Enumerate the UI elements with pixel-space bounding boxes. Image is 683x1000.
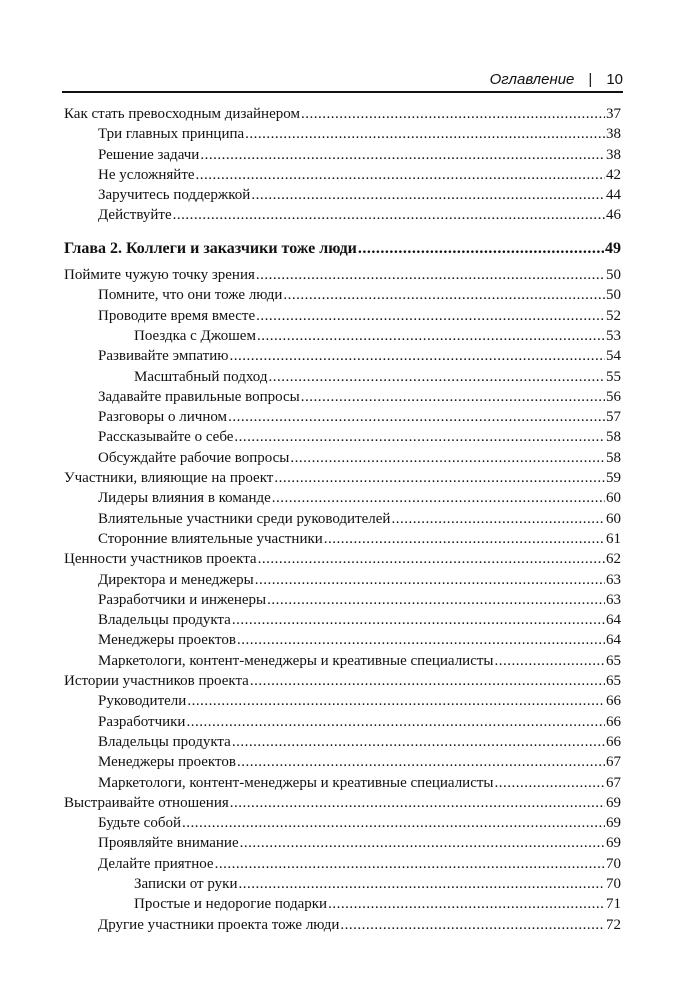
toc-entry (64, 610, 621, 630)
toc-entry-title: Действуйте (98, 207, 172, 224)
dot-leader (255, 570, 605, 590)
toc-entry-page: 42 (606, 166, 621, 183)
toc-entry-title: Выстраивайте отношения (64, 794, 229, 811)
toc-entry (64, 346, 621, 366)
toc-entry (64, 387, 621, 407)
toc-entry (64, 427, 621, 447)
toc-entry-page: 65 (606, 652, 621, 669)
dot-leader (495, 773, 605, 793)
toc-entry (64, 752, 621, 772)
toc-entry-title: Обсуждайте рабочие вопросы (98, 449, 290, 466)
toc-entry-page: 67 (606, 754, 621, 771)
dot-leader (256, 265, 605, 285)
toc-entry-title: Менеджеры проектов (98, 632, 236, 649)
dot-leader (391, 509, 605, 529)
toc-entry-title: Истории участников проекта (64, 673, 249, 690)
toc-entry-page: 44 (606, 187, 621, 204)
toc-entry (64, 326, 621, 346)
toc-entry-title: Поездка с Джошем (134, 327, 256, 344)
toc-entry (64, 590, 621, 610)
page-number: 10 (606, 71, 623, 88)
toc-entry-page: 55 (606, 368, 621, 385)
toc-entry-page: 53 (606, 327, 621, 344)
toc-entry-title: Как стать превосходным дизайнером (64, 106, 300, 122)
toc-entry-title: Разработчики и инженеры (98, 591, 267, 608)
dot-leader (328, 894, 605, 914)
toc-entry-page: 60 (606, 510, 621, 527)
toc-entry-title: Владельцы продукта (98, 612, 231, 629)
toc-entry-page: 62 (606, 551, 621, 568)
toc-entry-page: 69 (606, 835, 621, 852)
toc-entry (64, 367, 621, 387)
dot-leader (283, 285, 605, 305)
toc-entry-page: 70 (606, 875, 621, 892)
toc-entry-title: Маркетологи, контент-менеджеры и креативные специалисты (98, 774, 494, 791)
toc-entry (64, 671, 621, 691)
toc-entry-title: Масштабный подход (134, 368, 268, 385)
dot-leader (257, 326, 605, 346)
toc-entry-title: Директора и менеджеры (98, 571, 254, 588)
dot-leader (258, 549, 605, 569)
toc-entry-title: Разработчики (98, 713, 186, 730)
toc-entry (64, 145, 621, 165)
toc-entry-title: Будьте собой (98, 815, 181, 832)
toc-entry-title: Записки от руки (134, 875, 238, 892)
toc-entry (64, 509, 621, 529)
dot-leader (228, 407, 605, 427)
toc-entry-title: Помните, что они тоже люди (98, 287, 283, 304)
toc-entry-page: 50 (606, 287, 621, 304)
dot-leader (274, 468, 605, 488)
toc-entry-title: Сторонние влиятельные участники (98, 530, 323, 547)
toc-entry-title: Задавайте правильные вопросы (98, 388, 300, 405)
toc-entry-page: 61 (606, 530, 621, 547)
dot-leader (182, 813, 605, 833)
toc-entry-page: 66 (606, 693, 621, 710)
dot-leader (301, 387, 605, 407)
toc-entry (64, 265, 621, 285)
dot-leader (301, 104, 605, 124)
dot-leader (245, 124, 605, 144)
toc-entry-title: Развивайте эмпатию (98, 348, 229, 365)
toc-entry-title: Участники, влияющие на проект (64, 470, 274, 487)
toc-entry (64, 104, 621, 124)
toc-entry (64, 549, 621, 569)
toc-entry-title: Не усложняйте (98, 166, 195, 183)
toc-entry-page: 71 (606, 896, 621, 913)
toc-entry (64, 468, 621, 488)
toc-entry (64, 630, 621, 650)
toc-entry-page: 58 (606, 449, 621, 466)
dot-leader (200, 145, 605, 165)
toc-entry-title: Проводите время вместе (98, 307, 256, 324)
dot-leader (229, 346, 605, 366)
running-title: Оглавление (489, 71, 575, 88)
toc-entry (64, 773, 621, 793)
dot-leader (215, 854, 605, 874)
toc-entry-title: Глава 2. Коллеги и заказчики тоже люди (64, 239, 357, 257)
toc-entry-page: 67 (606, 774, 621, 791)
toc-entry-page: 66 (606, 733, 621, 750)
dot-leader (495, 651, 605, 671)
toc-entry (64, 874, 621, 894)
toc-entry-page: 63 (606, 591, 621, 608)
toc-entry-page: 59 (606, 470, 621, 487)
toc-entry-page: 69 (606, 794, 621, 811)
toc-entry (64, 306, 621, 326)
toc-entry (64, 448, 621, 468)
chapter-heading (64, 239, 621, 259)
toc-entry-page: 54 (606, 348, 621, 365)
dot-leader (234, 427, 605, 447)
toc-entry-page: 58 (606, 429, 621, 446)
toc-entry (64, 691, 621, 711)
dot-leader (237, 630, 605, 650)
toc-entry-title: Поймите чужую точку зрения (64, 267, 255, 284)
dot-leader (232, 732, 605, 752)
toc-entry-page: 46 (606, 207, 621, 224)
dot-leader (340, 915, 605, 935)
dot-leader (187, 691, 605, 711)
dot-leader (267, 590, 605, 610)
toc-entry (64, 813, 621, 833)
toc-entry-title: Делайте приятное (98, 855, 214, 872)
dot-leader (256, 306, 605, 326)
dot-leader (237, 752, 605, 772)
toc-entry (64, 712, 621, 732)
toc-entry-title: Три главных принципа (98, 126, 245, 143)
dot-leader (272, 488, 605, 508)
toc-entry-title: Простые и недорогие подарки (134, 896, 328, 913)
toc-entry-title: Ценности участников проекта (64, 551, 257, 568)
dot-leader (196, 165, 605, 185)
toc-entry-page: 70 (606, 855, 621, 872)
toc-entry-page: 37 (606, 106, 621, 122)
toc-entry (64, 651, 621, 671)
toc-entry-page: 50 (606, 267, 621, 284)
dot-leader (230, 793, 605, 813)
dot-leader (250, 671, 605, 691)
toc-entry-page: 64 (606, 632, 621, 649)
toc-entry (64, 285, 621, 305)
dot-leader (238, 874, 605, 894)
toc-entry (64, 915, 621, 935)
toc-entry-page: 52 (606, 307, 621, 324)
toc-entry-page: 56 (606, 388, 621, 405)
toc-entry (64, 529, 621, 549)
toc-entry-title: Маркетологи, контент-менеджеры и креативные специалисты (98, 652, 494, 669)
toc-entry-title: Другие участники проекта тоже люди (98, 916, 340, 933)
toc-entry-page: 66 (606, 713, 621, 730)
toc-entry (64, 185, 621, 205)
dot-leader (268, 367, 605, 387)
toc-entry-title: Влиятельные участники среди руководителей (98, 510, 391, 527)
toc-entry (64, 732, 621, 752)
dot-leader (290, 448, 605, 468)
toc-entry-title: Рассказывайте о себе (98, 429, 234, 446)
toc-entry-page: 69 (606, 815, 621, 832)
toc-entry-page: 49 (605, 239, 621, 257)
toc-entry (64, 833, 621, 853)
toc-entry-title: Проявляйте внимание (98, 835, 239, 852)
header-separator: | (588, 71, 593, 88)
toc-entry-page: 38 (606, 146, 621, 163)
toc-entry (64, 894, 621, 914)
toc-entry-title: Заручитесь поддержкой (98, 187, 251, 204)
table-of-contents (64, 104, 621, 935)
toc-entry (64, 488, 621, 508)
toc-entry (64, 124, 621, 144)
toc-entry-title: Менеджеры проектов (98, 754, 236, 771)
dot-leader (358, 239, 604, 259)
toc-entry (64, 793, 621, 813)
toc-entry-title: Решение задачи (98, 146, 200, 163)
dot-leader (186, 712, 605, 732)
dot-leader (240, 833, 605, 853)
toc-entry (64, 205, 621, 225)
toc-entry-page: 57 (606, 409, 621, 426)
toc-entry-title: Владельцы продукта (98, 733, 231, 750)
dot-leader (324, 529, 605, 549)
toc-entry-page: 60 (606, 490, 621, 507)
toc-entry (64, 407, 621, 427)
toc-entry-title: Руководители (98, 693, 187, 710)
toc-entry (64, 570, 621, 590)
toc-entry-page: 63 (606, 571, 621, 588)
page-header (62, 66, 623, 93)
toc-entry-page: 38 (606, 126, 621, 143)
dot-leader (251, 185, 605, 205)
toc-entry-page: 64 (606, 612, 621, 629)
dot-leader (173, 205, 605, 225)
dot-leader (232, 610, 605, 630)
toc-entry (64, 854, 621, 874)
toc-entry-title: Разговоры о личном (98, 409, 228, 426)
toc-entry (64, 165, 621, 185)
toc-entry-page: 72 (606, 916, 621, 933)
toc-entry-title: Лидеры влияния в команде (98, 490, 271, 507)
toc-entry-page: 65 (606, 673, 621, 690)
